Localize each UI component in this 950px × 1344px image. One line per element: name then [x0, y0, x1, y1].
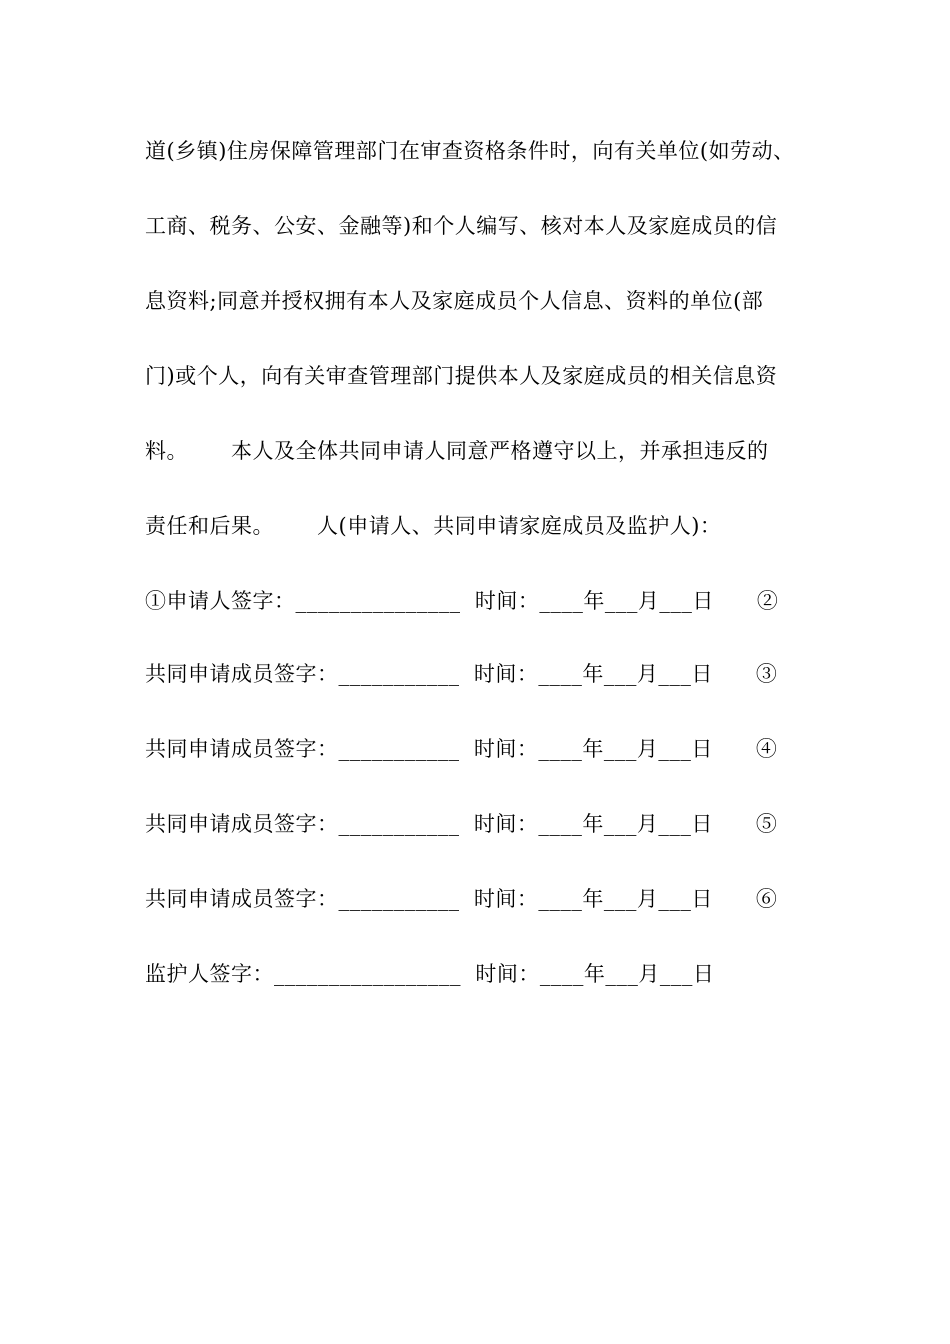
body-text-line-1: 道(乡镇)住房保障管理部门在审查资格条件时，向有关单位(如劳动、: [145, 139, 795, 163]
guardian-signature-line: 监护人签字：_________________ 时间：____年___月___日: [145, 962, 715, 986]
body-text-line-5: 料。 本人及全体共同申请人同意严格遵守以上，并承担违反的: [145, 439, 769, 463]
body-text-line-6: 责任和后果。 人(申请人、共同申请家庭成员及监护人)：: [145, 514, 722, 538]
body-text-line-4: 门)或个人，向有关审查管理部门提供本人及家庭成员的相关信息资: [145, 364, 778, 388]
body-text-line-2: 工商、税务、公安、金融等)和个人编写、核对本人及家庭成员的信: [145, 214, 778, 238]
applicant-signature-line: ①申请人签字：_______________ 时间：____年___月___日 ②: [145, 589, 779, 613]
co-applicant-signature-line-2: 共同申请成员签字：___________ 时间：____年___月___日 ③: [145, 662, 778, 686]
co-applicant-signature-line-4: 共同申请成员签字：___________ 时间：____年___月___日 ⑤: [145, 812, 778, 836]
co-applicant-signature-line-5: 共同申请成员签字：___________ 时间：____年___月___日 ⑥: [145, 887, 778, 911]
co-applicant-signature-line-3: 共同申请成员签字：___________ 时间：____年___月___日 ④: [145, 737, 778, 761]
body-text-line-3: 息资料;同意并授权拥有本人及家庭成员个人信息、资料的单位(部: [145, 289, 764, 313]
